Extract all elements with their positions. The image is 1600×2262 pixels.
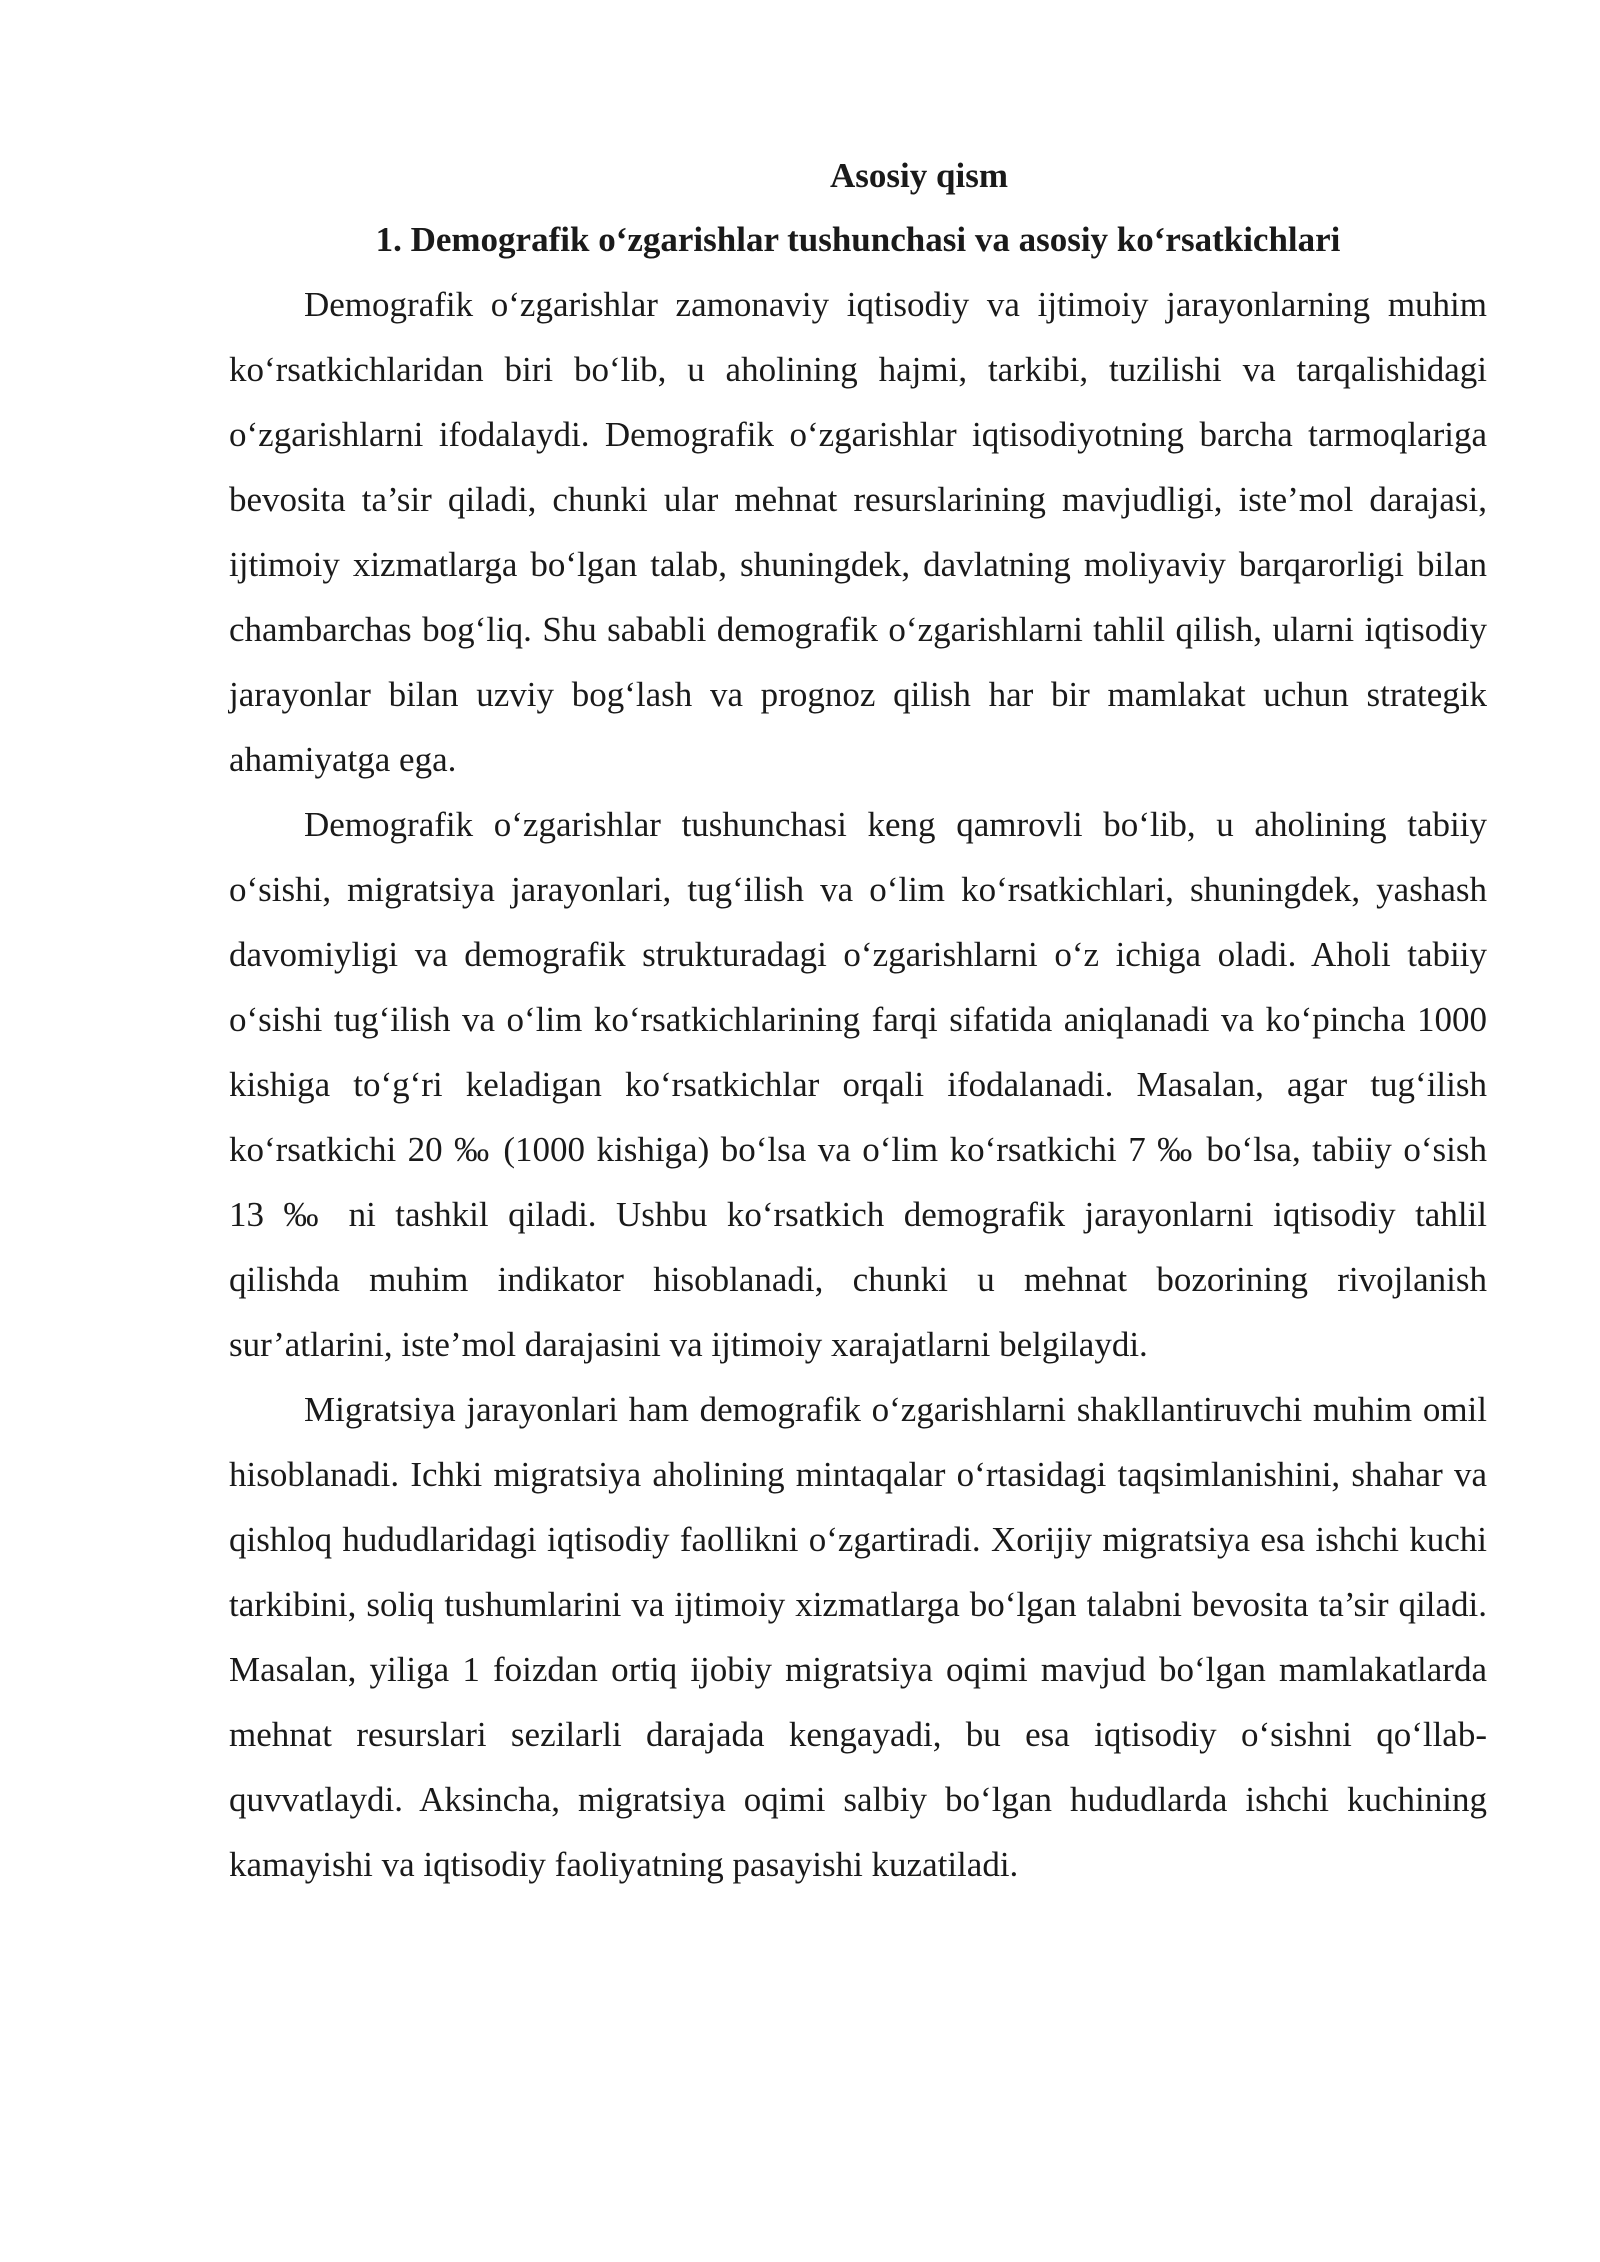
body-paragraph: Migratsiya jarayonlari ham demografik o‘zgarishlarni shakllantiruvchi muhim omil hisoblanadi. Ichki migratsiya aholining mintaqalar o‘rtasidagi taqsimlanishini, shahar va qishloq hududlaridagi iqtisodiy faollikni o‘zgartiradi. Xorijiy migratsiya esa ishchi kuchi tarkibini, soliq tushumlarini va ijtimoiy xizmatlarga bo‘lgan talabni bevosita ta’sir qiladi. Masalan, yiliga 1 foizdan ortiq ijobiy migratsiya oqimi mavjud bo‘lgan mamlakatlarda mehnat resurslari sezilarli darajada kengayadi, bu esa iqtisodiy o‘sishni qo‘llab-quvvatlaydi. Aksincha, migratsiya oqimi salbiy bo‘lgan hududlarda ishchi kuchining kamayishi va iqtisodiy faoliyatning pasayishi kuzatiladi. — [229, 1390, 1487, 1884]
main-heading: Asosiy qism — [830, 156, 1008, 195]
body-paragraph: Demografik o‘zgarishlar zamonaviy iqtisodiy va ijtimoiy jarayonlarning muhim ko‘rsatkichlaridan biri bo‘lib, u aholining hajmi, tarkibi, tuzilishi va tarqalishidagi o‘zgarishlarni ifodalaydi. Demografik o‘zgarishlar iqtisodiyotning barcha tarmoqlariga bevosita ta’sir qiladi, chunki ular mehnat resurslarining mavjudligi, iste’mol darajasi, ijtimoiy xizmatlarga bo‘lgan talab, shuningdek, davlatning moliyaviy barqarorligi bilan chambarchas bog‘liq. Shu sababli demografik o‘zgarishlarni tahlil qilish, ularni iqtisodiy jarayonlar bilan uzviy bog‘lash va prognoz qilish har bir mamlakat uchun strategik ahamiyatga ega. — [229, 285, 1487, 779]
page-content — [229, 152, 1487, 1897]
section-heading: 1. Demografik o‘zgarishlar tushunchasi va asosiy ko‘rsatkichlari — [375, 220, 1341, 259]
body-paragraph: Demografik o‘zgarishlar tushunchasi keng qamrovli bo‘lib, u aholining tabiiy o‘sishi, migratsiya jarayonlari, tug‘ilish va o‘lim ko‘rsatkichlari, shuningdek, yashash davomiyligi va demografik strukturadagi o‘zgarishlarni o‘z ichiga oladi. Aholi tabiiy o‘sishi tug‘ilish va o‘lim ko‘rsatkichlarining farqi sifatida aniqlanadi va ko‘pincha 1000 kishiga to‘g‘ri keladigan ko‘rsatkichlar orqali ifodalanadi. Masalan, agar tug‘ilish ko‘rsatkichi 20 ‰ (1000 kishiga) bo‘lsa va o‘lim ko‘rsatkichi 7 ‰ bo‘lsa, tabiiy o‘sish 13 ‰ ni tashkil qiladi. Ushbu ko‘rsatkich demografik jarayonlarni iqtisodiy tahlil qilishda muhim indikator hisoblanadi, chunki u mehnat bozorining rivojlanish sur’atlarini, iste’mol darajasini va ijtimoiy xarajatlarni belgilaydi. — [229, 805, 1487, 1364]
